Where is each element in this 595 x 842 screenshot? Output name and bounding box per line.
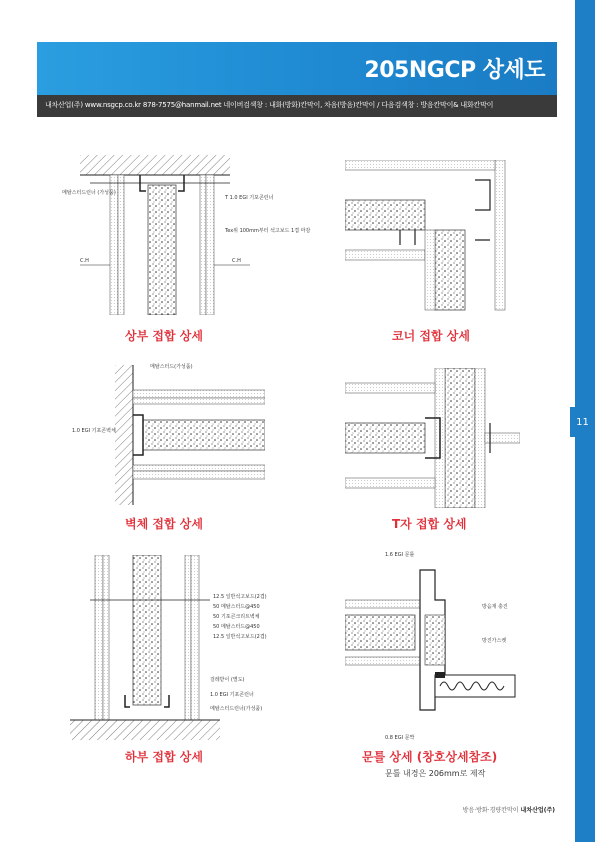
- caption-door-frame: 문틀 상세 (창호상세참조): [362, 750, 498, 764]
- footer-company: 내차산업(주): [520, 807, 555, 814]
- page-number: 11: [570, 407, 595, 437]
- label-stud-1: 50 메탈스터드@450: [213, 604, 260, 610]
- caption-top-joint: 상부 접합 상세: [125, 329, 203, 343]
- caption-bottom-joint: 하부 접합 상세: [125, 750, 203, 764]
- label-egi-wall: 1.0 EGI 기포콘벽체: [72, 428, 116, 434]
- corner-joint-drawing: [345, 160, 520, 320]
- label-gypsum-top: 12.5 일반석고보드(2겹): [213, 594, 267, 600]
- label-door-frame: 1.6 EGI 문틀: [385, 552, 415, 558]
- label-gypsum-bottom: 12.5 일반석고보드(2겹): [213, 634, 267, 640]
- label-metal-stud: 메탈스터드(가성품): [150, 364, 193, 370]
- label-stud-2: 50 메탈스터드@450: [213, 624, 260, 630]
- tee-joint-drawing: [345, 368, 520, 508]
- caption-corner-joint: 코너 접합 상세: [392, 329, 470, 343]
- label-egi-runner-bottom: 1.0 EGI 기포콘런너: [210, 692, 254, 698]
- bottom-joint-drawing: [70, 555, 220, 740]
- door-subcaption: 문틀 내경은 206mm로 제작: [385, 769, 486, 778]
- contact-info: 내차산업(주) www.nsgcp.co.kr 878-7575@hanmail.net 네이버검색창 : 내화(방화)칸막이, 차음(방음)칸막이 / 다음검색창 : 방음칸막이& 내화칸막이: [45, 101, 494, 109]
- label-ch-left: C.H: [80, 258, 89, 264]
- label-door-leaf: 0.8 EGI 문짝: [385, 735, 415, 741]
- caption-wall-joint: 벽체 접합 상세: [125, 517, 203, 531]
- label-egi-runner: T 1.0 EGI 기포콘런너: [225, 195, 274, 201]
- top-joint-drawing: [80, 155, 260, 315]
- wall-joint-drawing: [115, 365, 265, 505]
- page-title: 205NGCP 상세도: [364, 58, 545, 83]
- footer-prefix: 방음·방화·경량칸막이: [462, 807, 519, 814]
- label-baseboard: 걸레받이 (별도): [210, 677, 245, 683]
- label-gypsum-finish: Tex위 100mm부터 석고보드 1겹 마감: [225, 228, 311, 234]
- label-gasket: 방진가스켓: [482, 638, 507, 644]
- label-foam-concrete: 50 기포콘크리트벽체: [213, 614, 260, 620]
- footer: [463, 805, 555, 814]
- label-ch-right: C.H: [232, 258, 241, 264]
- label-sound-insulation: 방음재 충진: [482, 604, 508, 610]
- label-metal-stud-runner: 메탈스터드런너 (가성품): [62, 190, 116, 196]
- caption-tee-joint: T자 접합 상세: [392, 517, 467, 531]
- door-frame-drawing: [345, 560, 520, 740]
- label-stud-runner-bottom: 메탈스터드런너(가성품): [210, 706, 263, 712]
